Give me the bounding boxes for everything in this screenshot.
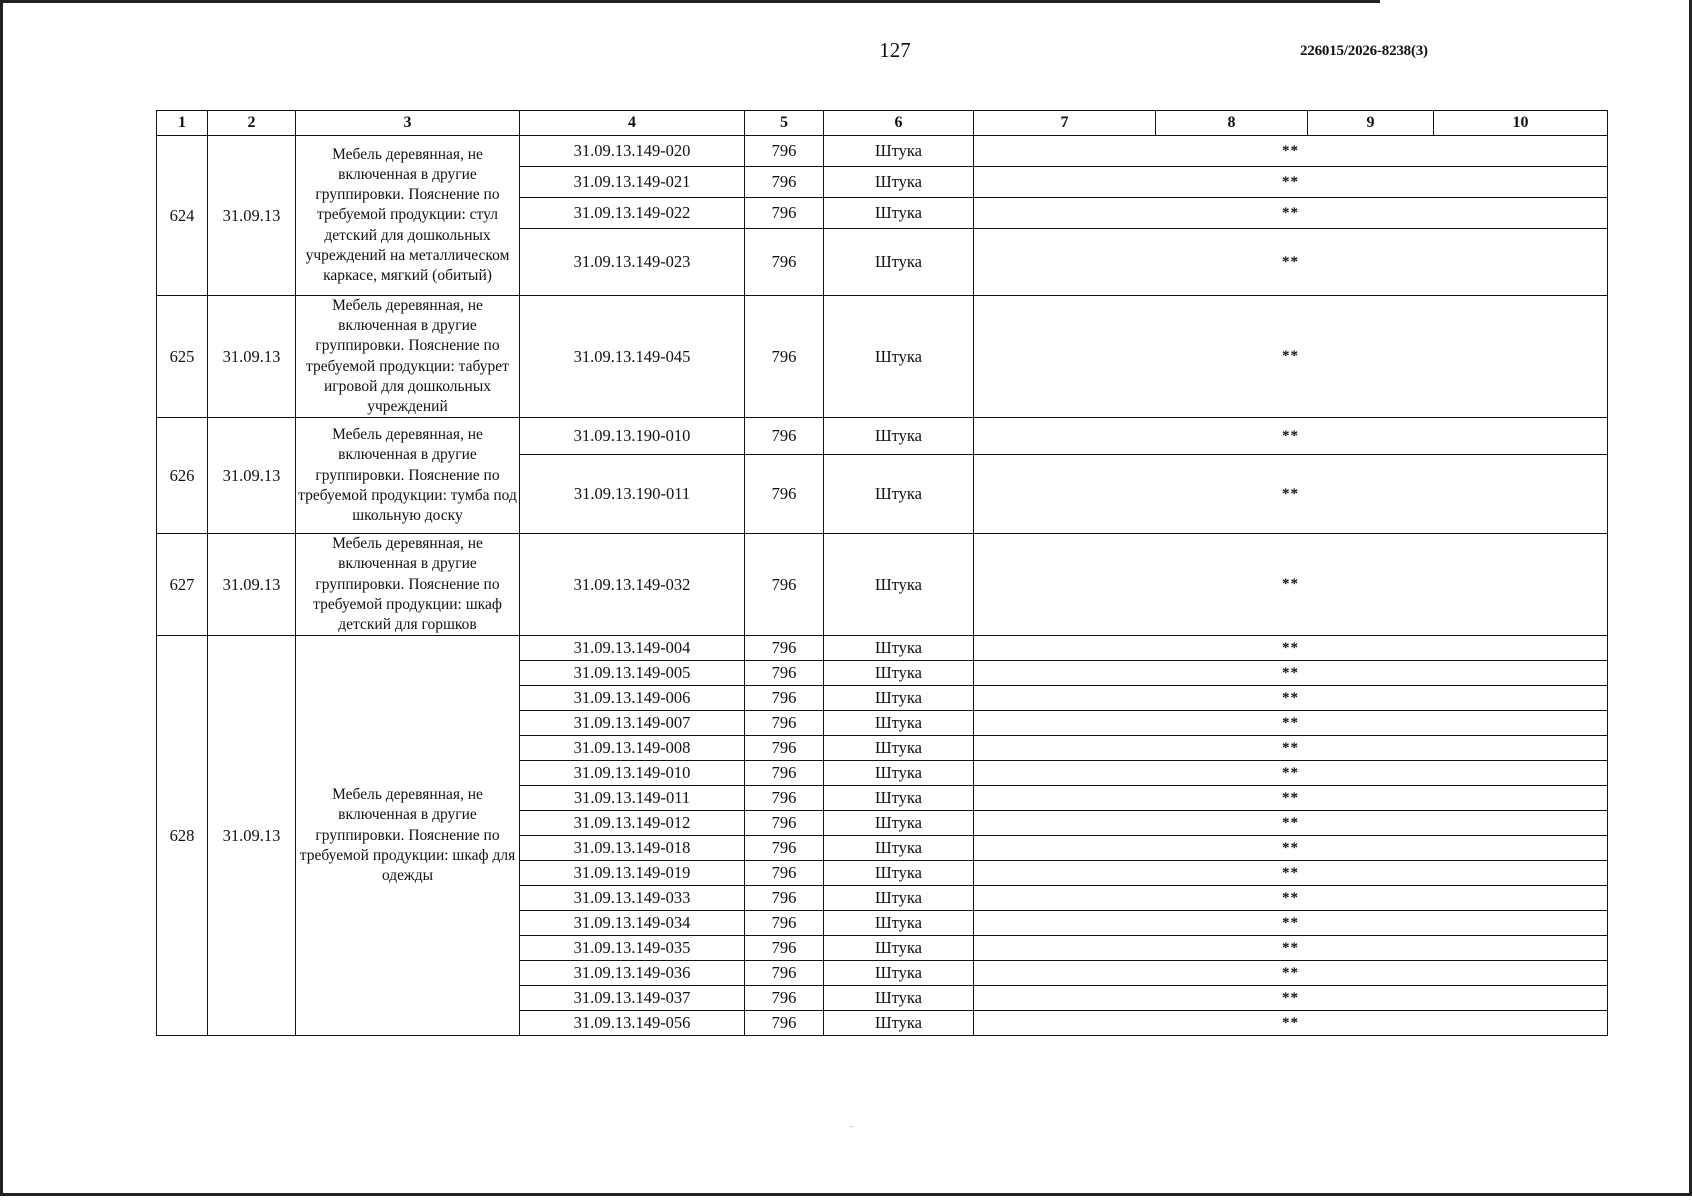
col-header-9: 9 [1308,111,1434,136]
unit-name: Штука [824,661,974,686]
okei-code: 796 [745,1011,824,1036]
col-header-4: 4 [520,111,745,136]
scan-speck [850,1126,852,1127]
value-stars: ** [974,986,1608,1011]
product-name: Мебель деревянная, не включенная в другие группировки. Пояснение по требуемой продукции: шкаф детский для горшков [296,534,520,636]
document-id: 226015/2026-8238(3) [1300,43,1428,59]
okpd-code: 31.09.13 [208,136,296,296]
header-row [157,111,1608,136]
unit-name: Штука [824,911,974,936]
unit-name: Штука [824,229,974,296]
value-stars: ** [974,1011,1608,1036]
unit-name: Штука [824,686,974,711]
ktru-code: 31.09.13.149-004 [520,636,745,661]
value-stars: ** [974,534,1608,636]
unit-name: Штука [824,296,974,418]
okei-code: 796 [745,711,824,736]
ktru-code: 31.09.13.149-012 [520,811,745,836]
ktru-code: 31.09.13.149-007 [520,711,745,736]
okei-code: 796 [745,986,824,1011]
okei-code: 796 [745,786,824,811]
col-header-2: 2 [208,111,296,136]
page-number: 127 [879,38,911,62]
col-header-5: 5 [745,111,824,136]
table-row [157,534,1608,636]
ktru-code: 31.09.13.149-035 [520,936,745,961]
col-header-7: 7 [974,111,1156,136]
unit-name: Штука [824,418,974,455]
col-header-1: 1 [157,111,208,136]
value-stars: ** [974,861,1608,886]
ktru-code: 31.09.13.149-008 [520,736,745,761]
okei-code: 796 [745,836,824,861]
value-stars: ** [974,786,1608,811]
product-name: Мебель деревянная, не включенная в другие группировки. Пояснение по требуемой продукции: шкаф для одежды [296,636,520,1036]
okei-code: 796 [745,936,824,961]
ktru-code: 31.09.13.149-011 [520,786,745,811]
ktru-code: 31.09.13.149-005 [520,661,745,686]
col-header-10: 10 [1434,111,1608,136]
ktru-code: 31.09.13.149-018 [520,836,745,861]
value-stars: ** [974,455,1608,534]
value-stars: ** [974,418,1608,455]
unit-name: Штука [824,198,974,229]
ktru-code: 31.09.13.149-010 [520,761,745,786]
okei-code: 796 [745,167,824,198]
ktru-code: 31.09.13.190-011 [520,455,745,534]
unit-name: Штука [824,961,974,986]
okei-code: 796 [745,961,824,986]
okei-code: 796 [745,886,824,911]
unit-name: Штука [824,811,974,836]
table-row [157,136,1608,167]
unit-name: Штука [824,534,974,636]
row-number: 625 [157,296,208,418]
table-row [157,636,1608,661]
value-stars: ** [974,167,1608,198]
value-stars: ** [974,636,1608,661]
okpd-code: 31.09.13 [208,418,296,534]
value-stars: ** [974,811,1608,836]
okei-code: 796 [745,636,824,661]
value-stars: ** [974,961,1608,986]
ktru-code: 31.09.13.149-033 [520,886,745,911]
product-register-table [156,110,1608,1036]
okei-code: 796 [745,455,824,534]
unit-name: Штука [824,711,974,736]
unit-name: Штука [824,861,974,886]
okei-code: 796 [745,811,824,836]
okei-code: 796 [745,661,824,686]
ktru-code: 31.09.13.149-032 [520,534,745,636]
unit-name: Штука [824,636,974,661]
okei-code: 796 [745,861,824,886]
ktru-code: 31.09.13.149-023 [520,229,745,296]
value-stars: ** [974,198,1608,229]
scan-border-left [0,0,3,1196]
ktru-code: 31.09.13.149-056 [520,1011,745,1036]
okei-code: 796 [745,296,824,418]
okei-code: 796 [745,534,824,636]
row-number: 626 [157,418,208,534]
ktru-code: 31.09.13.149-037 [520,986,745,1011]
unit-name: Штука [824,836,974,861]
okei-code: 796 [745,761,824,786]
okpd-code: 31.09.13 [208,636,296,1036]
unit-name: Штука [824,455,974,534]
row-number: 628 [157,636,208,1036]
ktru-code: 31.09.13.190-010 [520,418,745,455]
row-number: 627 [157,534,208,636]
ktru-code: 31.09.13.149-020 [520,136,745,167]
value-stars: ** [974,686,1608,711]
okei-code: 796 [745,136,824,167]
ktru-code: 31.09.13.149-021 [520,167,745,198]
value-stars: ** [974,711,1608,736]
okei-code: 796 [745,736,824,761]
ktru-code: 31.09.13.149-036 [520,961,745,986]
product-name: Мебель деревянная, не включенная в другие группировки. Пояснение по требуемой продукции: табурет игровой для дошкольных учреждений [296,296,520,418]
unit-name: Штука [824,986,974,1011]
unit-name: Штука [824,136,974,167]
scan-border-top [0,0,1380,3]
okei-code: 796 [745,418,824,455]
row-number: 624 [157,136,208,296]
ktru-code: 31.09.13.149-006 [520,686,745,711]
col-header-6: 6 [824,111,974,136]
unit-name: Штука [824,1011,974,1036]
ktru-code: 31.09.13.149-019 [520,861,745,886]
value-stars: ** [974,761,1608,786]
table-body [157,136,1608,1036]
unit-name: Штука [824,936,974,961]
table-row [157,296,1608,418]
unit-name: Штука [824,167,974,198]
okpd-code: 31.09.13 [208,534,296,636]
col-header-3: 3 [296,111,520,136]
okei-code: 796 [745,229,824,296]
value-stars: ** [974,661,1608,686]
unit-name: Штука [824,761,974,786]
ktru-code: 31.09.13.149-045 [520,296,745,418]
value-stars: ** [974,736,1608,761]
value-stars: ** [974,136,1608,167]
unit-name: Штука [824,786,974,811]
ktru-code: 31.09.13.149-034 [520,911,745,936]
col-header-8: 8 [1156,111,1308,136]
value-stars: ** [974,911,1608,936]
okei-code: 796 [745,686,824,711]
value-stars: ** [974,296,1608,418]
unit-name: Штука [824,736,974,761]
okpd-code: 31.09.13 [208,296,296,418]
product-name: Мебель деревянная, не включенная в другие группировки. Пояснение по требуемой продукции: тумба под школьную доску [296,418,520,534]
value-stars: ** [974,229,1608,296]
okei-code: 796 [745,198,824,229]
ktru-code: 31.09.13.149-022 [520,198,745,229]
product-name: Мебель деревянная, не включенная в другие группировки. Пояснение по требуемой продукции: стул детский для дошкольных учреждений на металлическом каркасе, мягкий (обитый) [296,136,520,296]
okei-code: 796 [745,911,824,936]
scan-border-bottom [0,1193,1692,1196]
value-stars: ** [974,836,1608,861]
value-stars: ** [974,936,1608,961]
value-stars: ** [974,886,1608,911]
unit-name: Штука [824,886,974,911]
table-row [157,418,1608,455]
